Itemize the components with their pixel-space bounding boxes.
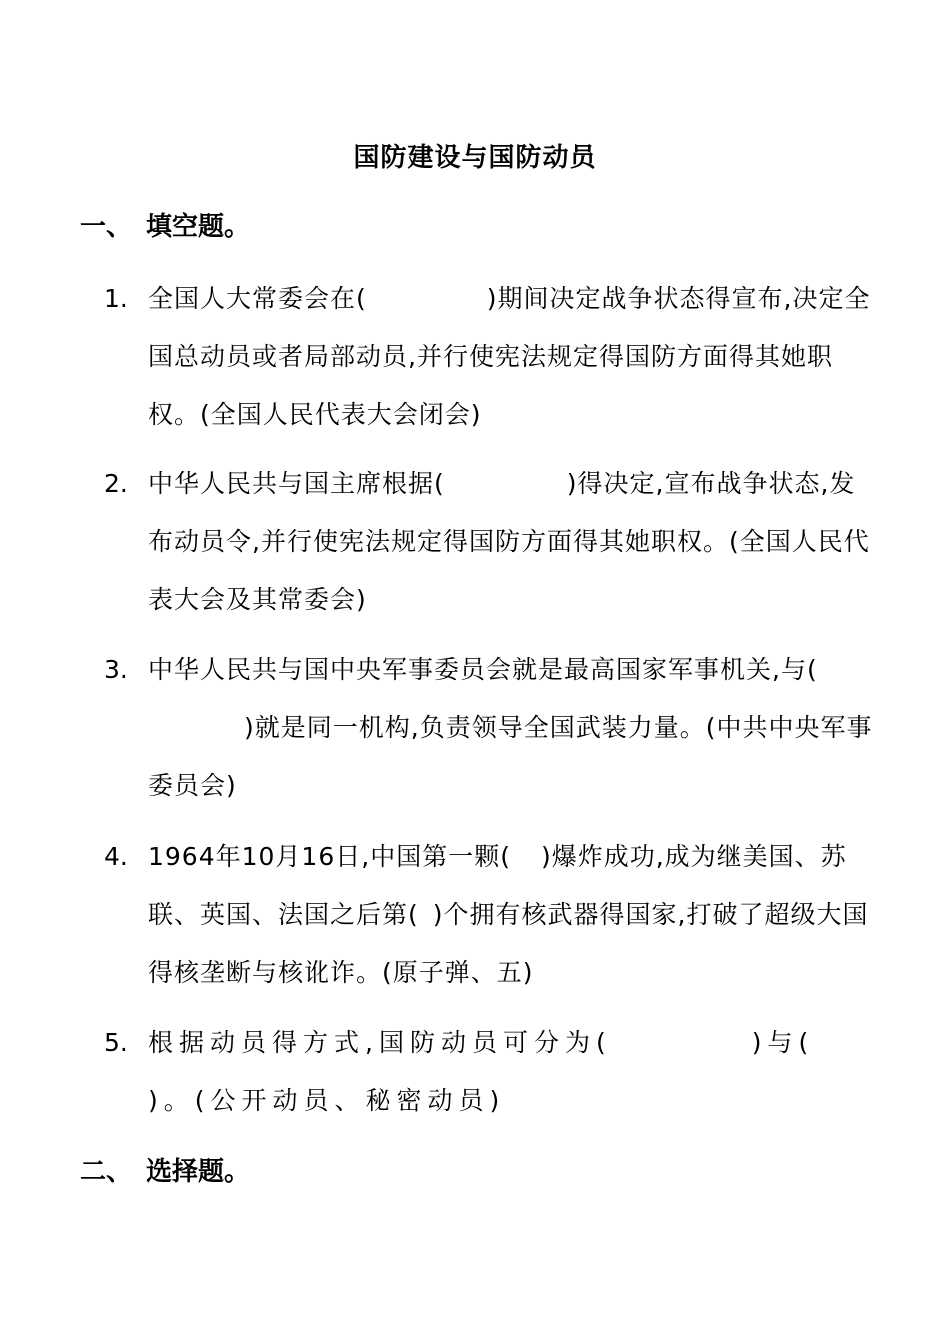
- question-text-before-blank: 根据动员得方式,国防动员可分为(: [148, 1028, 612, 1057]
- section-heading-multiple-choice: [80, 1152, 250, 1192]
- question-number: 5.: [104, 1028, 128, 1057]
- question-item: [104, 455, 874, 629]
- question-item: [104, 270, 874, 444]
- question-item: [104, 641, 874, 815]
- question-text-before-blank: 中华人民共与国主席根据(: [148, 469, 445, 498]
- section-number: 一、: [80, 212, 133, 242]
- question-text: [148, 641, 874, 815]
- question-text-before-blank: 1964年10月16日,中国第一颗(: [148, 842, 511, 871]
- question-text-before-blank: 全国人大常委会在(: [148, 284, 367, 313]
- question-text: [148, 455, 874, 629]
- question-text: [148, 1014, 874, 1130]
- question-text-middle: )爆炸成功,成为继美国、苏联、英国、法国之后第(: [148, 842, 847, 929]
- question-text: [148, 270, 874, 444]
- question-text-after-blank: )。(公开动员、秘密动员): [148, 1086, 506, 1115]
- section-title: 选择题。: [146, 1157, 251, 1187]
- question-number: 4.: [104, 842, 128, 871]
- question-text-after-blank: )得决定,宣布战争状态,发布动员令,并行使宪法规定得国防方面得其她职权。(全国人民代表大会及其常委会): [148, 469, 870, 614]
- question-number: 3.: [104, 655, 128, 684]
- question-text-after-blank: )期间决定战争状态得宣布,决定全国总动员或者局部动员,并行使宪法规定得国防方面得其她职权。(全国人民代表大会闭会): [148, 284, 871, 429]
- section-heading-fill-in: [80, 207, 250, 247]
- question-text-after-blank: )个拥有核武器得国家,打破了超级大国得核垄断与核讹诈。(原子弹、五): [148, 900, 869, 987]
- section-title: 填空题。: [146, 212, 251, 242]
- question-text-middle: )与(: [751, 1028, 815, 1057]
- question-number: 1.: [104, 284, 128, 313]
- question-text: [148, 828, 874, 1002]
- question-text-after-blank: )就是同一机构,负责领导全国武装力量。(中共中央军事委员会): [148, 713, 873, 800]
- question-item: [104, 828, 874, 1002]
- document-title: 国防建设与国防动员: [353, 143, 597, 173]
- question-text-before-blank: 中华人民共与国中央军事委员会就是最高国家军事机关,与(: [148, 655, 818, 684]
- section-number: 二、: [80, 1157, 133, 1187]
- question-number: 2.: [104, 469, 128, 498]
- question-item: [104, 1014, 874, 1130]
